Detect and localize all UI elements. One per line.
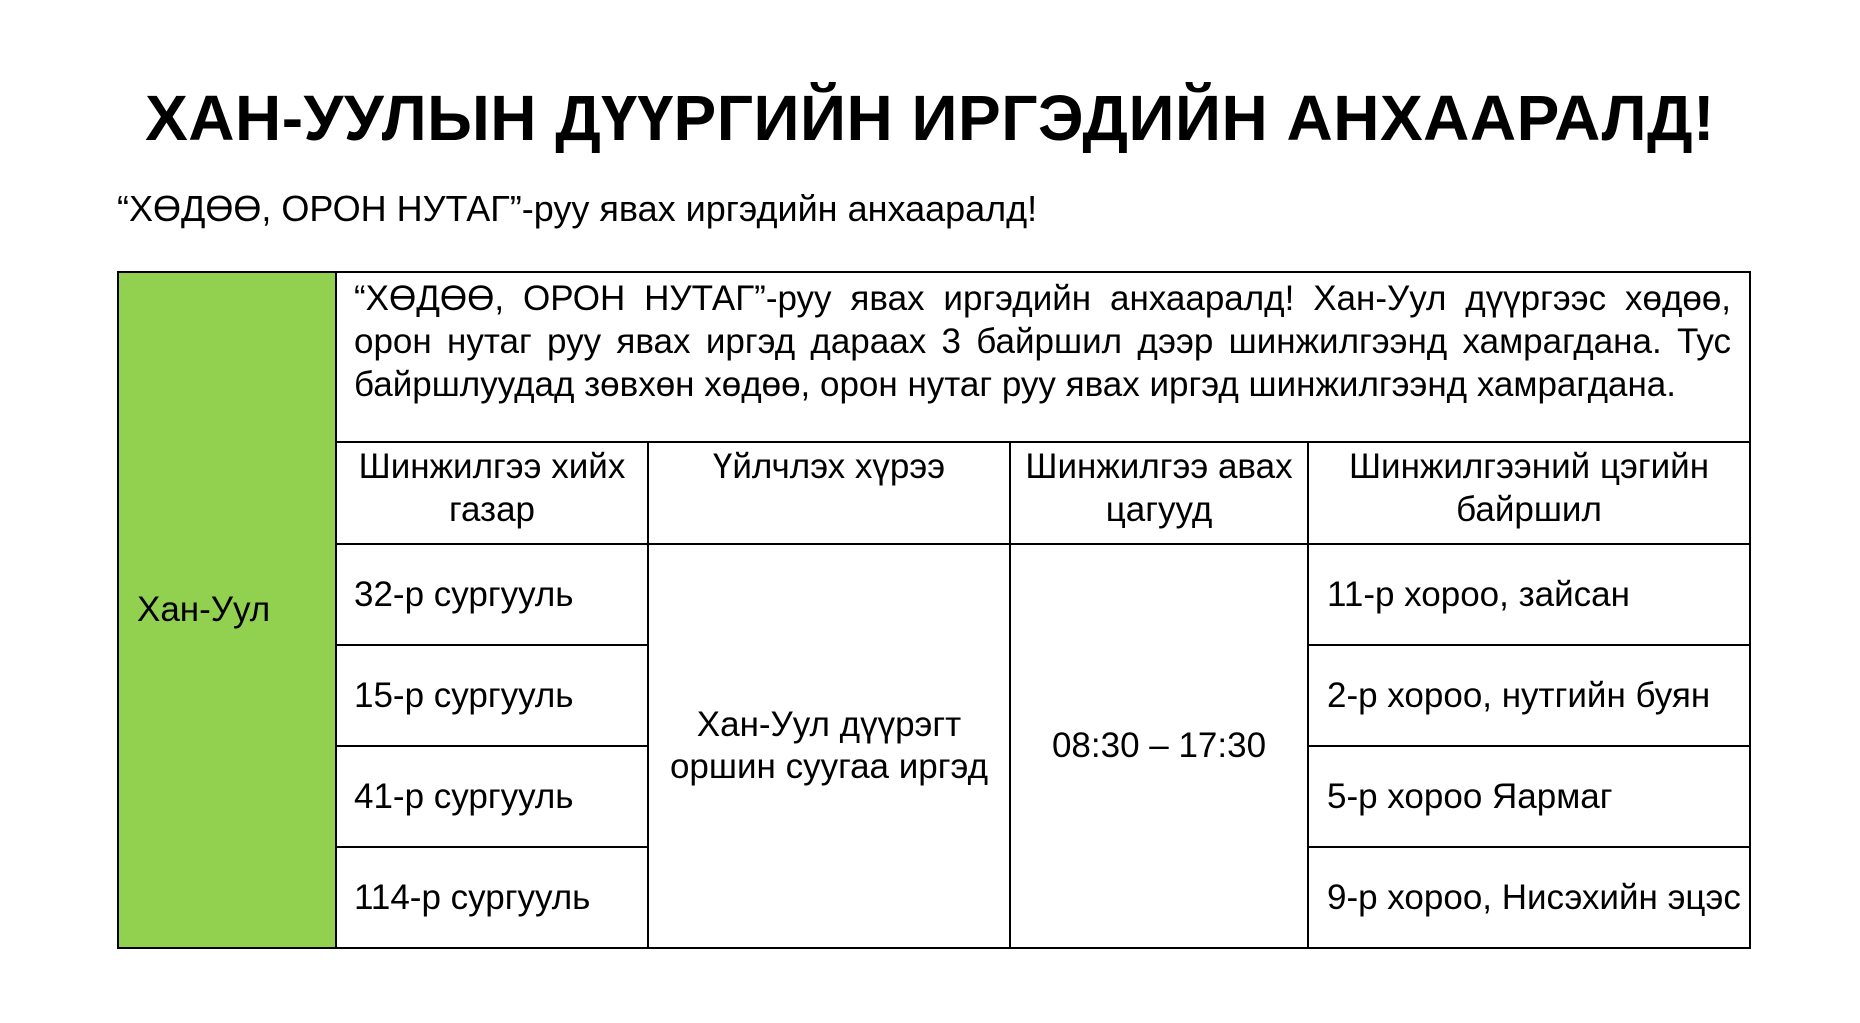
page-subtitle: “ХӨДӨӨ, ОРОН НУТАГ”-руу явах иргэдийн анхааралд! bbox=[117, 188, 1038, 229]
testing-place: 114-р сургууль bbox=[336, 847, 648, 948]
testing-locations-table bbox=[117, 271, 1751, 949]
testing-location: 11-р хороо, зайсан bbox=[1308, 544, 1750, 645]
testing-location: 2-р хороо, нутгийн буян bbox=[1308, 645, 1750, 746]
district-cell: Хан-Уул bbox=[118, 272, 336, 948]
header-testing-place: Шинжилгээ хийх газар bbox=[336, 442, 648, 544]
header-testing-hours: Шинжилгээ авах цагууд bbox=[1010, 442, 1308, 544]
intro-text: “ХӨДӨӨ, ОРОН НУТАГ”-руу явах иргэдийн анхааралд! Хан-Уул дүүргээс хөдөө, орон нутаг руу явах иргэд дараах 3 байршил дээр шинжилгээнд хамрагдана. Тус байршлуудад зөвхөн хөдөө, орон нутаг руу явах иргэд шинжилгээнд хамрагдана. bbox=[336, 272, 1750, 442]
testing-location: 9-р хороо, Нисэхийн эцэс bbox=[1308, 847, 1750, 948]
service-area-cell: Хан-Уул дүүрэгт оршин суугаа иргэд bbox=[648, 544, 1010, 948]
testing-place: 15-р сургууль bbox=[336, 645, 648, 746]
table-row bbox=[118, 544, 1750, 645]
testing-place: 41-р сургууль bbox=[336, 746, 648, 847]
header-location: Шинжилгээний цэгийн байршил bbox=[1308, 442, 1750, 544]
page-title: ХАН-УУЛЫН ДҮҮРГИЙН ИРГЭДИЙН АНХААРАЛД! bbox=[145, 82, 1715, 154]
table-header-row bbox=[118, 442, 1750, 544]
header-service-area: Үйлчлэх хүрээ bbox=[648, 442, 1010, 544]
testing-hours-cell: 08:30 – 17:30 bbox=[1010, 544, 1308, 948]
testing-place: 32-р сургууль bbox=[336, 544, 648, 645]
testing-location: 5-р хороо Яармаг bbox=[1308, 746, 1750, 847]
table-intro-row bbox=[118, 272, 1750, 442]
